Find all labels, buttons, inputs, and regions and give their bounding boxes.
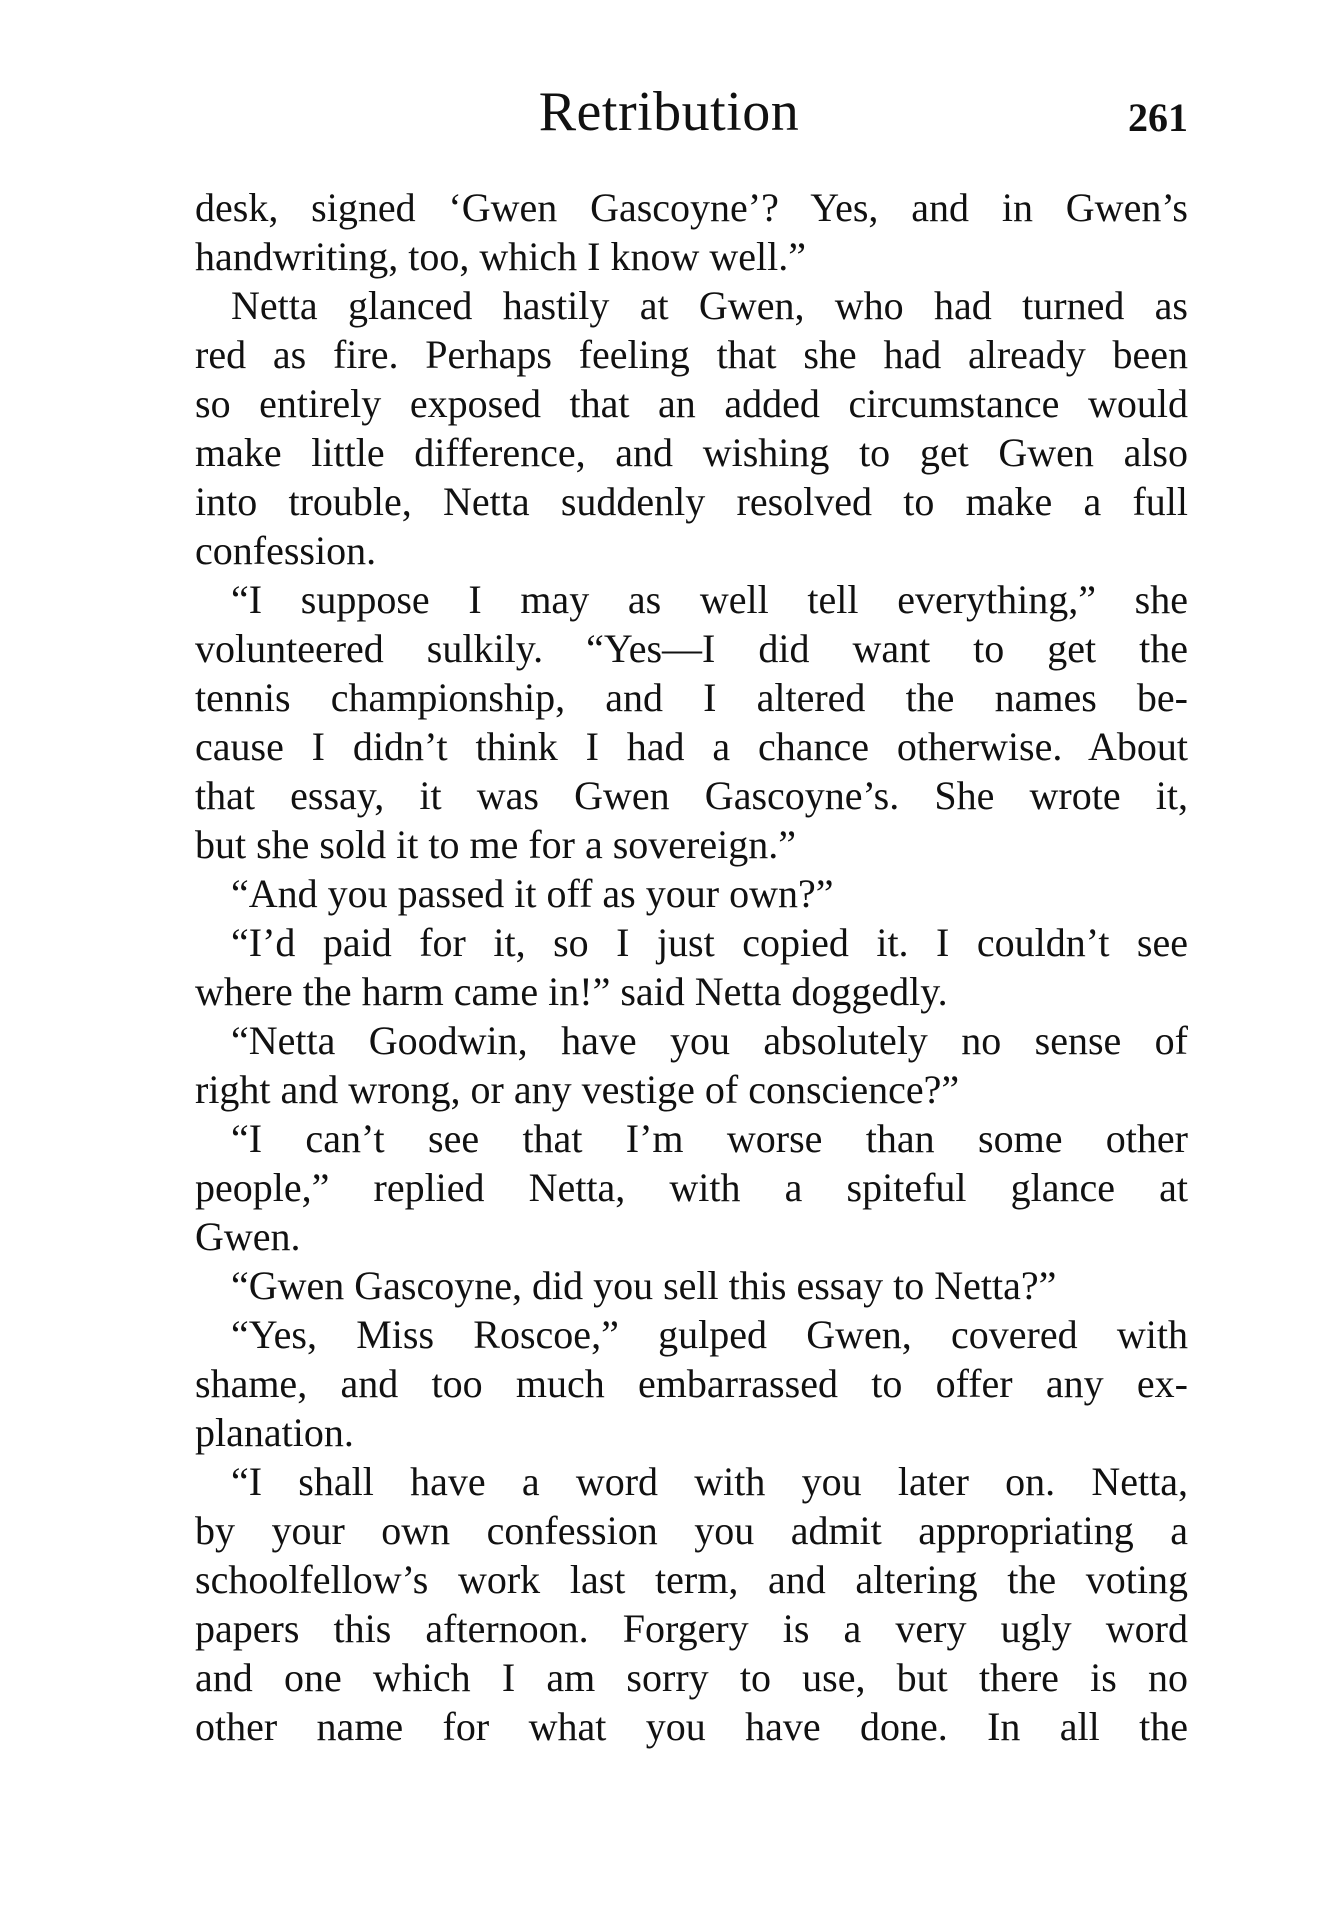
text-line: “Yes, Miss Roscoe,” gulped Gwen, covered with <box>231 1312 1188 1357</box>
text-line: “I can’t see that I’m worse than some other <box>231 1116 1188 1161</box>
page-header <box>0 72 1338 152</box>
text-line: “I suppose I may as well tell everything,” she <box>231 577 1188 622</box>
running-title: Retribution <box>538 81 800 143</box>
text-line: “Netta Goodwin, have you absolutely no sense of <box>231 1018 1188 1063</box>
text-line: so entirely exposed that an added circumstance would <box>195 381 1188 426</box>
text-line: right and wrong, or any vestige of conscience?” <box>195 1067 960 1112</box>
text-line: Netta glanced hastily at Gwen, who had turned as <box>231 283 1188 328</box>
page-number: 261 <box>1128 95 1188 140</box>
text-line: that essay, it was Gwen Gascoyne’s. She wrote it, <box>195 773 1188 818</box>
text-line: “I’d paid for it, so I just copied it. I couldn’t see <box>231 920 1188 965</box>
text-line: where the harm came in!” said Netta doggedly. <box>195 969 948 1014</box>
text-line: red as fire. Perhaps feeling that she had already been <box>195 332 1188 377</box>
text-line: “Gwen Gascoyne, did you sell this essay to Netta?” <box>231 1263 1057 1308</box>
text-line: papers this afternoon. Forgery is a very ugly word <box>195 1606 1188 1651</box>
text-line: tennis championship, and I altered the names be- <box>195 675 1188 720</box>
text-line: into trouble, Netta suddenly resolved to make a full <box>195 479 1188 524</box>
text-line: planation. <box>195 1410 354 1455</box>
text-line: handwriting, too, which I know well.” <box>195 234 806 279</box>
text-line: confession. <box>195 528 377 573</box>
text-line: “And you passed it off as your own?” <box>231 871 834 916</box>
body-text <box>195 183 1188 1751</box>
text-line: other name for what you have done. In all the <box>195 1704 1188 1749</box>
text-line: “I shall have a word with you later on. Netta, <box>231 1459 1188 1504</box>
text-line: schoolfellow’s work last term, and altering the voting <box>195 1557 1188 1602</box>
text-line: Gwen. <box>195 1214 301 1259</box>
text-line: volunteered sulkily. “Yes—I did want to get the <box>195 626 1188 671</box>
text-line: desk, signed ‘Gwen Gascoyne’? Yes, and in Gwen’s <box>195 185 1188 230</box>
text-line: but she sold it to me for a sovereign.” <box>195 822 796 867</box>
text-line: make little difference, and wishing to get Gwen also <box>195 430 1188 475</box>
text-line: by your own confession you admit appropriating a <box>195 1508 1188 1553</box>
text-line: shame, and too much embarrassed to offer any ex- <box>195 1361 1188 1406</box>
text-line: cause I didn’t think I had a chance otherwise. About <box>195 724 1188 769</box>
text-line: and one which I am sorry to use, but there is no <box>195 1655 1188 1700</box>
text-line: people,” replied Netta, with a spiteful glance at <box>195 1165 1188 1210</box>
